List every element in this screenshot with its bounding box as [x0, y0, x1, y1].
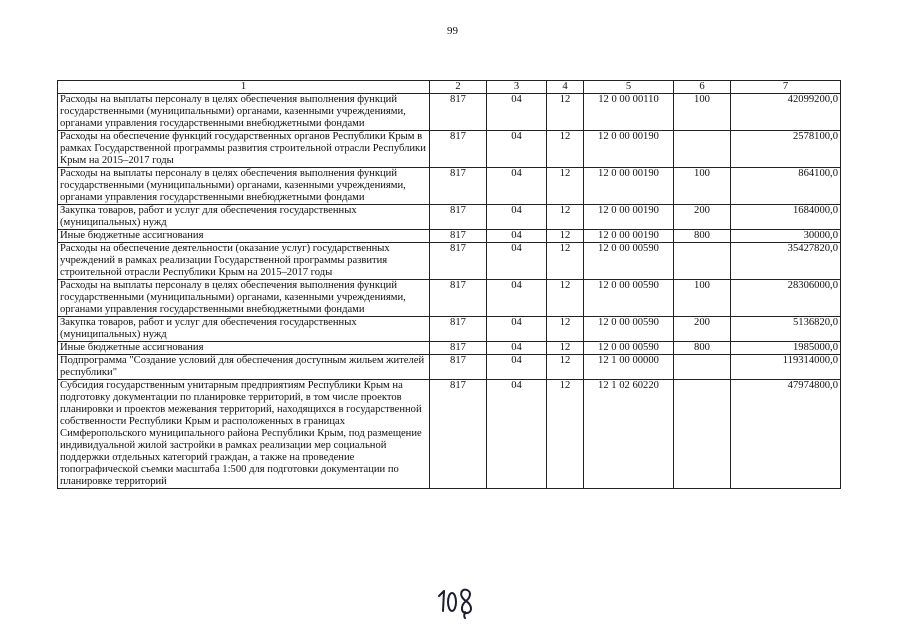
row-rz: 04	[487, 243, 547, 280]
row-pr: 12	[547, 131, 584, 168]
row-amount: 30000,0	[731, 230, 841, 243]
handwritten-page-number-108	[436, 585, 476, 619]
row-name: Расходы на обеспечение функций государственных органов Республики Крым в рамках Государственной программы развития строительной отрасли Республики Крым на 2015–2017 годы	[58, 131, 430, 168]
row-amount: 47974800,0	[731, 380, 841, 489]
row-csr: 12 0 00 00190	[584, 168, 674, 205]
row-pr: 12	[547, 230, 584, 243]
row-vr	[674, 380, 731, 489]
row-csr: 12 1 00 00000	[584, 355, 674, 380]
table-row	[58, 243, 841, 280]
row-vr: 100	[674, 94, 731, 131]
row-amount: 1684000,0	[731, 205, 841, 230]
header-row	[58, 81, 841, 94]
row-grbs: 817	[430, 168, 487, 205]
row-name: Закупка товаров, работ и услуг для обеспечения государственных (муниципальных) нужд	[58, 205, 430, 230]
row-name: Расходы на выплаты персоналу в целях обеспечения выполнения функций государственными (муниципальными) органами, казенными учреждениями, органами управления государственными внебюджетными фондами	[58, 94, 430, 131]
row-amount: 5136820,0	[731, 317, 841, 342]
header-col-2: 2	[430, 81, 487, 94]
row-grbs: 817	[430, 94, 487, 131]
row-name: Подпрограмма "Создание условий для обеспечения доступным жильем жителей республики"	[58, 355, 430, 380]
row-name: Иные бюджетные ассигнования	[58, 342, 430, 355]
row-csr: 12 0 00 00190	[584, 205, 674, 230]
row-grbs: 817	[430, 131, 487, 168]
row-grbs: 817	[430, 317, 487, 342]
row-name: Расходы на выплаты персоналу в целях обеспечения выполнения функций государственными (муниципальными) органами, казенными учреждениями, органами управления государственными внебюджетными фондами	[58, 280, 430, 317]
table-row	[58, 205, 841, 230]
table-row	[58, 380, 841, 489]
table-row	[58, 131, 841, 168]
row-vr: 800	[674, 230, 731, 243]
header-col-3: 3	[487, 81, 547, 94]
header-col-1: 1	[58, 81, 430, 94]
header-col-5: 5	[584, 81, 674, 94]
row-amount: 28306000,0	[731, 280, 841, 317]
budget-table	[57, 80, 841, 489]
table-row	[58, 94, 841, 131]
row-vr: 800	[674, 342, 731, 355]
row-amount: 119314000,0	[731, 355, 841, 380]
row-pr: 12	[547, 94, 584, 131]
header-col-6: 6	[674, 81, 731, 94]
row-amount: 864100,0	[731, 168, 841, 205]
row-pr: 12	[547, 355, 584, 380]
row-vr: 100	[674, 280, 731, 317]
table-row	[58, 317, 841, 342]
row-amount: 2578100,0	[731, 131, 841, 168]
row-csr: 12 0 00 00590	[584, 243, 674, 280]
row-amount: 35427820,0	[731, 243, 841, 280]
table-row	[58, 230, 841, 243]
row-grbs: 817	[430, 230, 487, 243]
table-row	[58, 168, 841, 205]
row-rz: 04	[487, 230, 547, 243]
row-csr: 12 0 00 00590	[584, 317, 674, 342]
row-csr: 12 0 00 00190	[584, 230, 674, 243]
row-vr: 200	[674, 205, 731, 230]
table-row	[58, 342, 841, 355]
row-name: Субсидия государственным унитарным предприятиям Республики Крым на подготовку документации по планировке территорий, в том числе проектов планировки и проектов межевания территорий, находящихся в государственной собственности Республики Крым и расположенных в границах Симферопольского муниципального района Республики Крым, под размещение индивидуальной жилой застройки в рамках реализации мер социальной поддержки отдельных категорий граждан, а также на проведение топографической съемки масштаба 1:500 для подготовки документации по планировке территорий	[58, 380, 430, 489]
row-name: Закупка товаров, работ и услуг для обеспечения государственных (муниципальных) нужд	[58, 317, 430, 342]
row-amount: 42099200,0	[731, 94, 841, 131]
row-pr: 12	[547, 317, 584, 342]
row-grbs: 817	[430, 243, 487, 280]
table-row	[58, 280, 841, 317]
table-body	[58, 94, 841, 489]
row-csr: 12 0 00 00590	[584, 342, 674, 355]
row-name: Расходы на выплаты персоналу в целях обеспечения выполнения функций государственными (муниципальными) органами, казенными учреждениями, органами управления государственными внебюджетными фондами	[58, 168, 430, 205]
row-vr	[674, 243, 731, 280]
row-pr: 12	[547, 168, 584, 205]
row-grbs: 817	[430, 380, 487, 489]
row-pr: 12	[547, 243, 584, 280]
row-name: Расходы на обеспечение деятельности (оказание услуг) государственных учреждений в рамках реализации Государственной программы развития строительной отрасли Республики Крым на 2015–2017 годы	[58, 243, 430, 280]
row-rz: 04	[487, 317, 547, 342]
table-row	[58, 355, 841, 380]
row-csr: 12 0 00 00590	[584, 280, 674, 317]
row-rz: 04	[487, 205, 547, 230]
row-rz: 04	[487, 168, 547, 205]
row-vr: 100	[674, 168, 731, 205]
row-pr: 12	[547, 280, 584, 317]
row-grbs: 817	[430, 342, 487, 355]
row-grbs: 817	[430, 355, 487, 380]
row-vr: 200	[674, 317, 731, 342]
header-col-7: 7	[731, 81, 841, 94]
row-name: Иные бюджетные ассигнования	[58, 230, 430, 243]
row-csr: 12 1 02 60220	[584, 380, 674, 489]
row-vr	[674, 131, 731, 168]
page-number: 99	[447, 25, 458, 37]
row-vr	[674, 355, 731, 380]
row-grbs: 817	[430, 280, 487, 317]
row-grbs: 817	[430, 205, 487, 230]
row-rz: 04	[487, 131, 547, 168]
row-rz: 04	[487, 342, 547, 355]
header-col-4: 4	[547, 81, 584, 94]
row-pr: 12	[547, 380, 584, 489]
row-pr: 12	[547, 205, 584, 230]
row-rz: 04	[487, 355, 547, 380]
row-rz: 04	[487, 94, 547, 131]
row-amount: 1985000,0	[731, 342, 841, 355]
row-rz: 04	[487, 280, 547, 317]
row-csr: 12 0 00 00190	[584, 131, 674, 168]
row-csr: 12 0 00 00110	[584, 94, 674, 131]
row-rz: 04	[487, 380, 547, 489]
row-pr: 12	[547, 342, 584, 355]
